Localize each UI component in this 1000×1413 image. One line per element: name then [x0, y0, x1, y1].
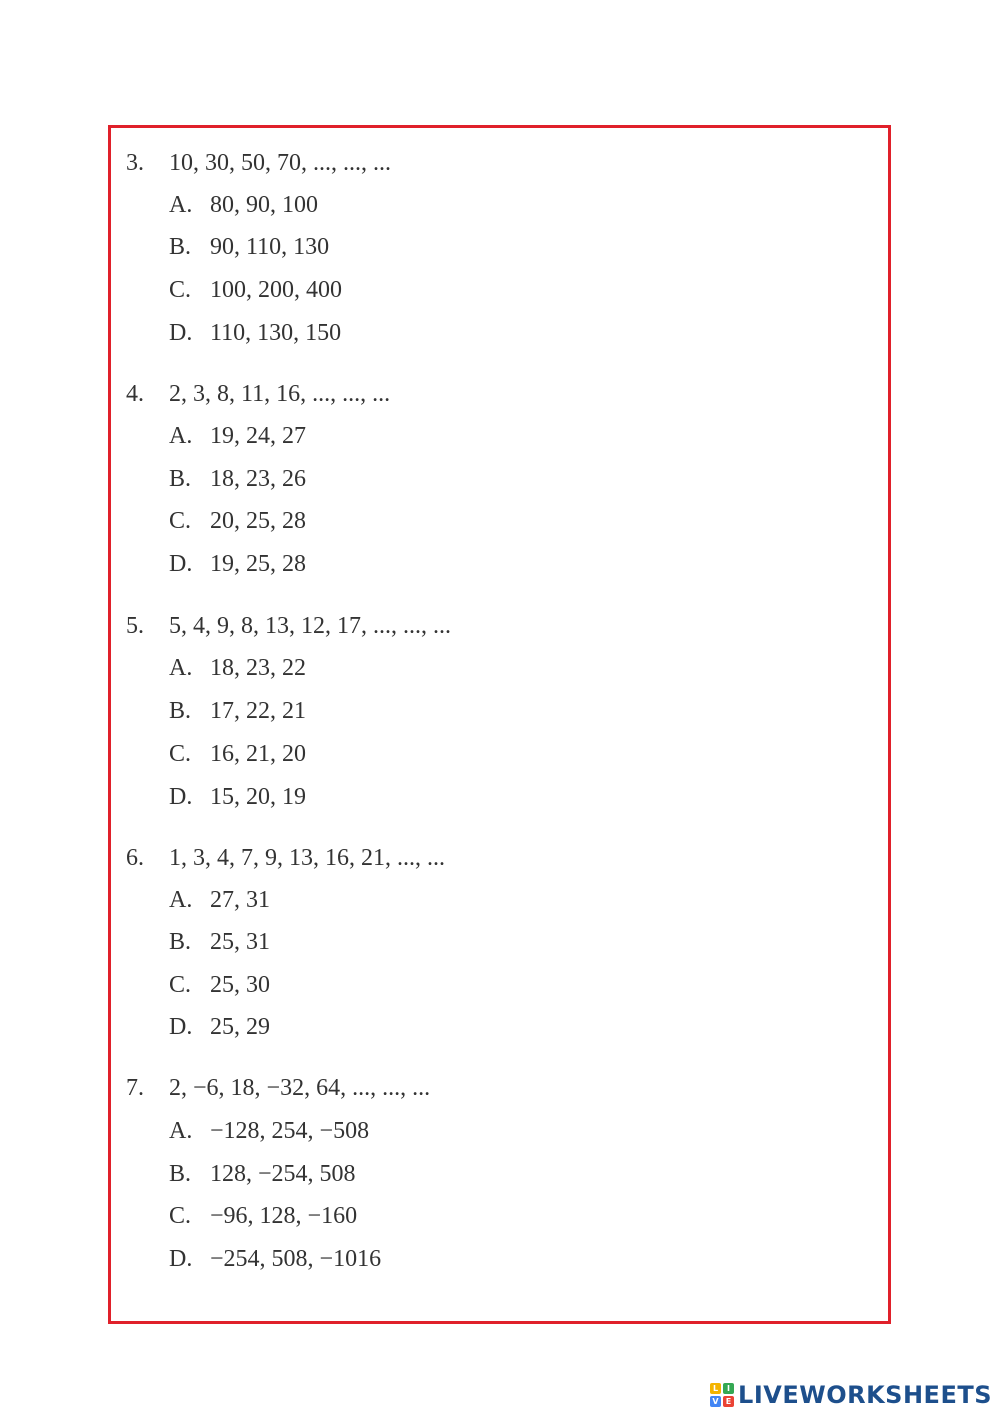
- option-letter: B.: [169, 929, 192, 955]
- option-letter: A.: [169, 887, 193, 913]
- question-number: 6.: [126, 845, 144, 871]
- option-letter: D.: [169, 1014, 193, 1040]
- option-text: 128, −254, 508: [210, 1161, 356, 1187]
- question-number: 7.: [126, 1075, 144, 1101]
- option-letter: B.: [169, 466, 192, 492]
- logo-cell-e: E: [723, 1396, 734, 1407]
- option-letter: A.: [169, 192, 193, 218]
- option-letter: A.: [169, 655, 193, 681]
- option-text: 110, 130, 150: [210, 320, 342, 346]
- option-letter: D.: [169, 1246, 193, 1272]
- option-letter: C.: [169, 741, 192, 767]
- option-letter: D.: [169, 320, 193, 346]
- question-sequence: 1, 3, 4, 7, 9, 13, 16, 21, ..., ...: [169, 845, 445, 871]
- option-text: −96, 128, −160: [210, 1203, 358, 1229]
- option-text: 20, 25, 28: [210, 508, 306, 534]
- option-text: 80, 90, 100: [210, 192, 318, 218]
- option-text: 100, 200, 400: [210, 277, 342, 303]
- option-letter: A.: [169, 1118, 193, 1144]
- option-text: −254, 508, −1016: [210, 1246, 382, 1272]
- option-text: 19, 25, 28: [210, 551, 306, 577]
- liveworksheets-logo-icon: [710, 1383, 734, 1407]
- liveworksheets-branding: [710, 1381, 992, 1409]
- option-letter: B.: [169, 1161, 192, 1187]
- option-letter: C.: [169, 1203, 192, 1229]
- question-sequence: 2, −6, 18, −32, 64, ..., ..., ...: [169, 1075, 431, 1101]
- question-sequence: 10, 30, 50, 70, ..., ..., ...: [169, 150, 391, 176]
- option-letter: C.: [169, 508, 192, 534]
- option-text: 19, 24, 27: [210, 423, 306, 449]
- option-text: 17, 22, 21: [210, 698, 306, 724]
- option-text: 15, 20, 19: [210, 784, 306, 810]
- option-letter: C.: [169, 972, 192, 998]
- option-text: 16, 21, 20: [210, 741, 306, 767]
- logo-cell-v: V: [710, 1396, 721, 1407]
- logo-cell-i: I: [723, 1383, 734, 1394]
- option-text: 25, 30: [210, 972, 270, 998]
- option-letter: A.: [169, 423, 193, 449]
- option-letter: D.: [169, 784, 193, 810]
- option-text: 25, 29: [210, 1014, 270, 1040]
- option-text: 90, 110, 130: [210, 234, 330, 260]
- question-sequence: 5, 4, 9, 8, 13, 12, 17, ..., ..., ...: [169, 613, 451, 639]
- option-text: 18, 23, 22: [210, 655, 306, 681]
- option-letter: B.: [169, 698, 192, 724]
- logo-cell-l: L: [710, 1383, 721, 1394]
- option-text: 18, 23, 26: [210, 466, 306, 492]
- option-letter: D.: [169, 551, 193, 577]
- brand-wordmark: LIVEWORKSHEETS: [738, 1381, 992, 1409]
- option-text: −128, 254, −508: [210, 1118, 370, 1144]
- option-letter: B.: [169, 234, 192, 260]
- question-number: 3.: [126, 150, 144, 176]
- option-text: 27, 31: [210, 887, 270, 913]
- question-number: 4.: [126, 381, 144, 407]
- question-sequence: 2, 3, 8, 11, 16, ..., ..., ...: [169, 381, 391, 407]
- option-text: 25, 31: [210, 929, 270, 955]
- question-number: 5.: [126, 613, 144, 639]
- option-letter: C.: [169, 277, 192, 303]
